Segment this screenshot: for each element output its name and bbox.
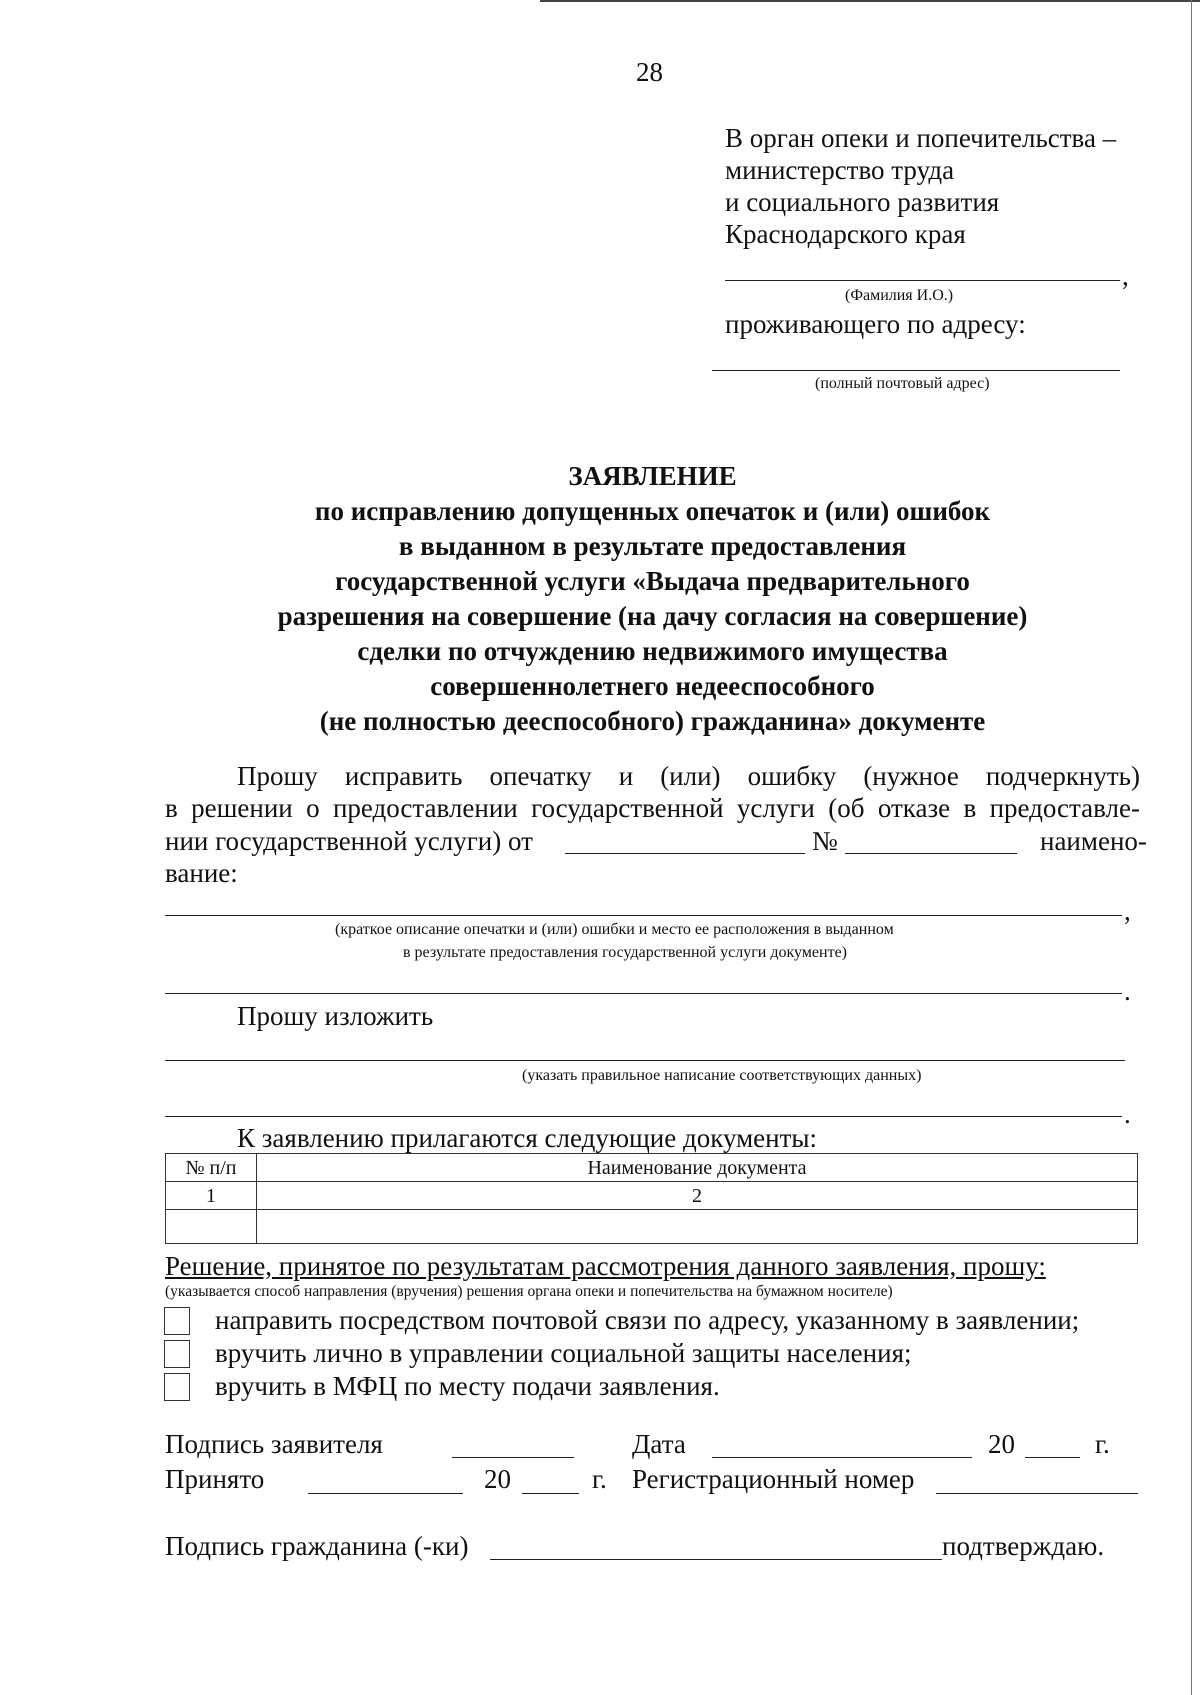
description-caption-line-2: в результате предоставления государственной услуги документе) [403, 944, 847, 961]
addressee-line-1: В орган опеки и попечительства – [725, 123, 1117, 153]
description-field-line[interactable] [165, 915, 1122, 916]
option-mfc: вручить в МФЦ по месту подачи заявления. [215, 1371, 720, 1401]
title-line-2: по исправлению допущенных опечаток и (или) ошибок [314, 496, 991, 526]
fio-field-line[interactable] [725, 280, 1120, 281]
title-line-8: (не полностью дееспособного) гражданина» документе [319, 706, 986, 736]
addressee-line-4: Краснодарского края [725, 219, 966, 249]
comma: , [1124, 896, 1131, 926]
residing-label: проживающего по адресу: [725, 309, 1026, 339]
accepted-date-line[interactable] [308, 1493, 463, 1494]
year-prefix: 20 [988, 1429, 1015, 1459]
accepted-label: Принято [165, 1464, 265, 1494]
option-post: направить посредством почтовой связи по адресу, указанному в заявлении; [215, 1305, 1080, 1335]
address-field-line[interactable] [712, 370, 1120, 371]
confirm-label: подтверждаю. [942, 1531, 1105, 1561]
description-caption-line-1: (краткое описание опечатки и (или) ошибки и место ее расположения в выданном [335, 921, 894, 938]
period: . [1124, 1099, 1131, 1129]
title-line-5: разрешения на совершение (на дачу согласия на совершение) [277, 601, 1028, 631]
option-in-person: вручить лично в управлении социальной защиты населения; [215, 1338, 912, 1368]
correct-text-field-line[interactable] [165, 1060, 1125, 1061]
title-line-4: государственной услуги «Выдача предварительного [335, 566, 970, 596]
year-line[interactable] [1025, 1457, 1080, 1458]
fio-caption: (Фамилия И.О.) [845, 287, 954, 304]
addressee-line-3: и социального развития [725, 187, 1000, 217]
number-field-line[interactable] [845, 853, 1017, 854]
request-line-4: вание: [165, 858, 238, 888]
checkbox-post[interactable] [164, 1307, 190, 1335]
applicant-signature-line[interactable] [452, 1457, 574, 1458]
table-header-row [166, 1154, 1138, 1182]
checkbox-mfc[interactable] [164, 1373, 190, 1401]
decision-heading: Решение, принятое по результатам рассмотрения данного заявления, прошу: [165, 1251, 1046, 1281]
attachments-intro: К заявлению прилагаются следующие документы: [237, 1123, 818, 1153]
correct-text-field-line-2[interactable] [165, 1116, 1122, 1117]
year-suffix: г. [1095, 1429, 1110, 1459]
scan-edge-right [1191, 0, 1192, 1695]
date-from-field-line[interactable] [565, 853, 805, 854]
comma: , [1122, 261, 1129, 291]
description-field-line-2[interactable] [165, 993, 1122, 994]
number-sign: № [812, 826, 838, 856]
decision-caption: (указывается способ направления (вручения) решения органа опеки и попечительства на бумажном носителе) [165, 1283, 893, 1300]
title-line-6: сделки по отчуждению недвижимого имущества [357, 636, 948, 666]
applicant-signature-label: Подпись заявителя [165, 1429, 383, 1459]
header-number: № п/п [166, 1154, 257, 1182]
reg-number-label: Регистрационный номер [632, 1464, 915, 1494]
scan-edge-top [540, 0, 1200, 2]
table-row [166, 1182, 1138, 1210]
accepted-year-prefix: 20 [484, 1464, 511, 1494]
addressee-line-2: министерство труда [725, 155, 955, 185]
header-document-name: Наименование документа [257, 1154, 1138, 1182]
numbering-cell-1: 1 [166, 1182, 257, 1210]
date-label: Дата [632, 1429, 686, 1459]
request-line-1: Прошу исправить опечатку и (или) ошибку (нужное подчеркнуть) [237, 761, 1140, 791]
empty-cell[interactable] [166, 1210, 257, 1244]
request-line-3-end: наимено- [1040, 826, 1147, 856]
period: . [1124, 976, 1131, 1006]
accepted-year-suffix: г. [592, 1464, 607, 1494]
reg-number-line[interactable] [936, 1493, 1138, 1494]
request-line-2: в решении о предоставлении государственной услуги (об отказе в предоставле- [165, 793, 1140, 823]
checkbox-in-person[interactable] [164, 1340, 190, 1368]
table-row[interactable] [166, 1210, 1138, 1244]
title-line-3: в выданном в результате предоставления [398, 531, 907, 561]
title-line-1: ЗАЯВЛЕНИЕ [568, 461, 737, 491]
request-line-3-start: нии государственной услуги) от [165, 826, 533, 856]
accepted-year-line[interactable] [522, 1493, 579, 1494]
citizen-signature-label: Подпись гражданина (-ки) [165, 1531, 469, 1561]
correct-text-caption: (указать правильное написание соответствующих данных) [522, 1067, 922, 1084]
documents-table [165, 1153, 1138, 1244]
address-caption: (полный почтовый адрес) [815, 375, 990, 392]
numbering-cell-2: 2 [257, 1182, 1138, 1210]
empty-cell[interactable] [257, 1210, 1138, 1244]
date-line[interactable] [712, 1457, 972, 1458]
citizen-signature-line[interactable] [490, 1559, 942, 1560]
prosh-izlozhit-label: Прошу изложить [237, 1001, 434, 1031]
title-line-7: совершеннолетнего недееспособного [430, 671, 875, 701]
page-number: 28 [636, 57, 663, 87]
